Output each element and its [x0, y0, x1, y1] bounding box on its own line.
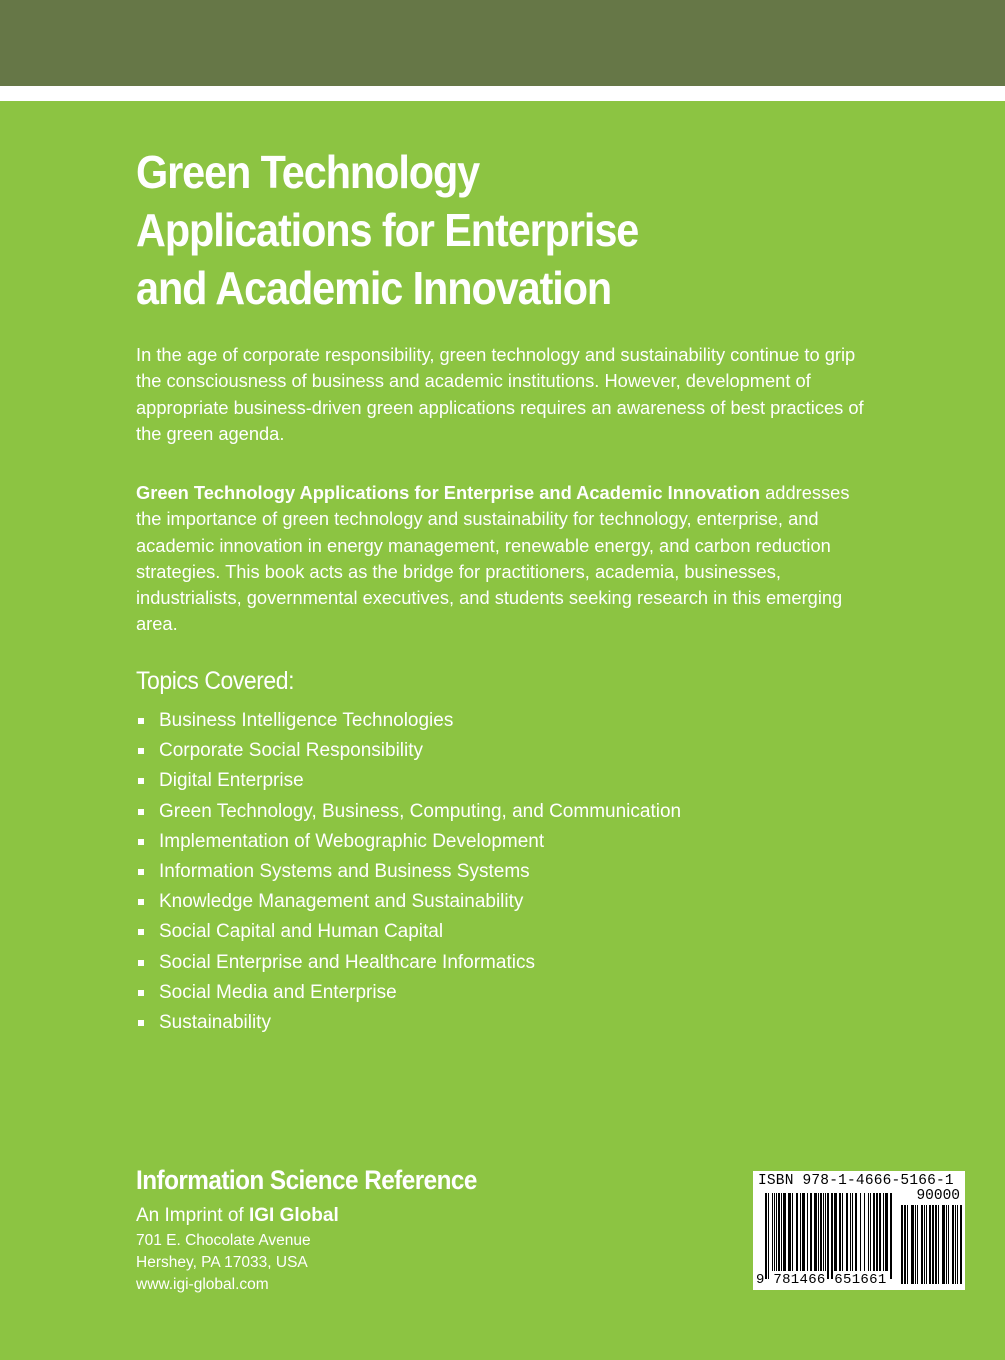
ean-number: 9 781466 651661	[756, 1272, 887, 1288]
intro-paragraph: In the age of corporate responsibility, green technology and sustainability continue to grip the consciousness of business and academic institutions. However, development of appropriate business-driven green applications requires an awareness of best practices of the green agenda.	[136, 344, 864, 444]
barcode-bar	[823, 1193, 824, 1271]
address-city: Hershey, PA 17033, USA	[136, 1254, 308, 1271]
square-bullet-icon	[138, 960, 144, 966]
barcode-bar	[915, 1205, 916, 1284]
barcode-bar	[850, 1193, 851, 1271]
barcode-bar	[778, 1193, 780, 1271]
barcode-bar	[938, 1205, 939, 1284]
topic-label: Sustainability	[159, 1011, 271, 1033]
barcode-bar	[952, 1205, 954, 1284]
barcode-bar	[870, 1193, 871, 1271]
barcode-bar	[926, 1205, 927, 1284]
description-text: addresses the importance of green technology and sustainability for technology, enterprise, and academic innovation in energy management, renewable energy, and carbon reduction strategies. This book acts as the bridge for practitioners, academia, businesses, industrialists, governmental executives, and students seeking research in this emerging area.	[136, 482, 850, 635]
barcode-bar	[796, 1193, 798, 1271]
square-bullet-icon	[138, 1020, 144, 1026]
description-paragraph	[136, 480, 876, 638]
barcode-bar	[868, 1193, 869, 1271]
square-bullet-icon	[138, 990, 144, 996]
topics-list	[136, 706, 681, 1038]
barcode-bar	[946, 1205, 947, 1284]
imprint-line	[136, 1205, 339, 1227]
topic-item	[136, 706, 681, 736]
barcode-bar	[800, 1193, 801, 1271]
address-street: 701 E. Chocolate Avenue	[136, 1232, 311, 1249]
topic-label: Implementation of Webographic Development	[159, 830, 545, 852]
barcode-bar	[901, 1205, 903, 1284]
book-title	[136, 143, 766, 317]
topics-heading: Topics Covered:	[136, 667, 295, 695]
barcode-bar	[827, 1193, 829, 1279]
addon-bars	[901, 1205, 962, 1284]
description-book-title: Green Technology Applications for Enterprise and Academic Innovation	[136, 482, 761, 503]
barcode-bar	[873, 1193, 875, 1271]
barcode-bar	[834, 1193, 837, 1271]
price-addon-number: 90000	[916, 1188, 960, 1204]
topic-item	[136, 1008, 681, 1038]
barcode-bar	[772, 1193, 773, 1271]
barcode-bar	[960, 1205, 962, 1284]
barcode-bar	[876, 1193, 878, 1271]
topic-item	[136, 827, 681, 857]
barcode-bar	[924, 1205, 925, 1284]
barcode-bar	[765, 1193, 767, 1279]
barcode-bar	[820, 1193, 822, 1271]
topic-item	[136, 978, 681, 1008]
topic-label: Corporate Social Responsibility	[159, 740, 424, 762]
barcode-bar	[774, 1193, 775, 1271]
square-bullet-icon	[138, 929, 144, 935]
barcode-bar	[807, 1193, 808, 1271]
top-color-band	[0, 0, 1005, 86]
square-bullet-icon	[138, 869, 144, 875]
topic-label: Business Intelligence Technologies	[159, 710, 454, 732]
isbn-barcode	[753, 1171, 965, 1290]
back-cover-panel	[0, 101, 1005, 1360]
barcode-bar	[810, 1193, 812, 1271]
topic-label: Social Capital and Human Capital	[159, 921, 444, 943]
band-separator	[0, 86, 1005, 101]
ean-bars	[765, 1193, 892, 1279]
imprint-brand: IGI Global	[249, 1205, 339, 1226]
barcode-bar	[904, 1205, 906, 1284]
square-bullet-icon	[138, 839, 144, 845]
isbn-number: ISBN 978-1-4666-5166-1	[758, 1173, 954, 1189]
barcode-bar	[814, 1193, 817, 1271]
barcode-bar	[885, 1193, 888, 1271]
barcode-bar	[802, 1193, 805, 1271]
topic-item	[136, 887, 681, 917]
book-title-line-1: Green Technology	[136, 146, 480, 198]
topic-item	[136, 857, 681, 887]
book-title-line-3: and Academic Innovation	[136, 262, 612, 314]
topic-label: Social Enterprise and Healthcare Informatics	[159, 951, 535, 973]
barcode-bar	[890, 1193, 892, 1279]
publisher-name: Information Science Reference	[136, 1165, 477, 1195]
barcode-bar	[831, 1193, 833, 1279]
barcode-bar	[846, 1193, 848, 1271]
topic-label: Green Technology, Business, Computing, and Communication	[159, 800, 682, 822]
topic-item	[136, 948, 681, 978]
square-bullet-icon	[138, 718, 144, 724]
barcode-bar	[883, 1193, 884, 1271]
barcode-bar	[776, 1193, 777, 1271]
barcode-bar	[768, 1193, 769, 1279]
barcode-bar	[917, 1205, 918, 1284]
book-title-line-2: Applications for Enterprise	[136, 204, 639, 256]
barcode-bar	[839, 1193, 841, 1271]
square-bullet-icon	[138, 809, 144, 815]
barcode-bar	[879, 1193, 881, 1271]
topic-label: Information Systems and Business Systems	[159, 861, 530, 883]
barcode-bar	[788, 1193, 791, 1271]
topic-label: Social Media and Enterprise	[159, 981, 397, 1003]
topic-item	[136, 766, 681, 796]
publisher-website: www.igi-global.com	[136, 1276, 269, 1293]
barcode-bar	[855, 1193, 857, 1271]
barcode-bar	[781, 1193, 782, 1271]
barcode-bar	[932, 1205, 934, 1284]
barcode-bar	[907, 1205, 908, 1284]
barcode-bar	[921, 1205, 923, 1284]
topic-item	[136, 736, 681, 766]
barcode-bar	[935, 1205, 937, 1284]
topic-item	[136, 797, 681, 827]
barcode-bar	[864, 1193, 865, 1271]
barcode-bar	[852, 1193, 853, 1271]
barcode-bar	[942, 1205, 945, 1284]
barcode-bar	[955, 1205, 956, 1284]
barcode-bar	[818, 1193, 819, 1271]
barcode-bar	[860, 1193, 861, 1271]
square-bullet-icon	[138, 778, 144, 784]
barcode-bar	[825, 1193, 826, 1271]
square-bullet-icon	[138, 899, 144, 905]
barcode-bar	[911, 1205, 914, 1284]
topic-label: Knowledge Management and Sustainability	[159, 891, 524, 913]
barcode-bar	[929, 1205, 931, 1284]
barcode-bar	[957, 1205, 958, 1284]
barcode-bar	[792, 1193, 793, 1271]
topic-item	[136, 917, 681, 947]
topic-label: Digital Enterprise	[159, 770, 304, 792]
barcode-bar	[948, 1205, 949, 1284]
barcode-bar	[783, 1193, 786, 1271]
square-bullet-icon	[138, 748, 144, 754]
imprint-prefix: An Imprint of	[136, 1205, 249, 1226]
barcode-bar	[842, 1193, 843, 1271]
